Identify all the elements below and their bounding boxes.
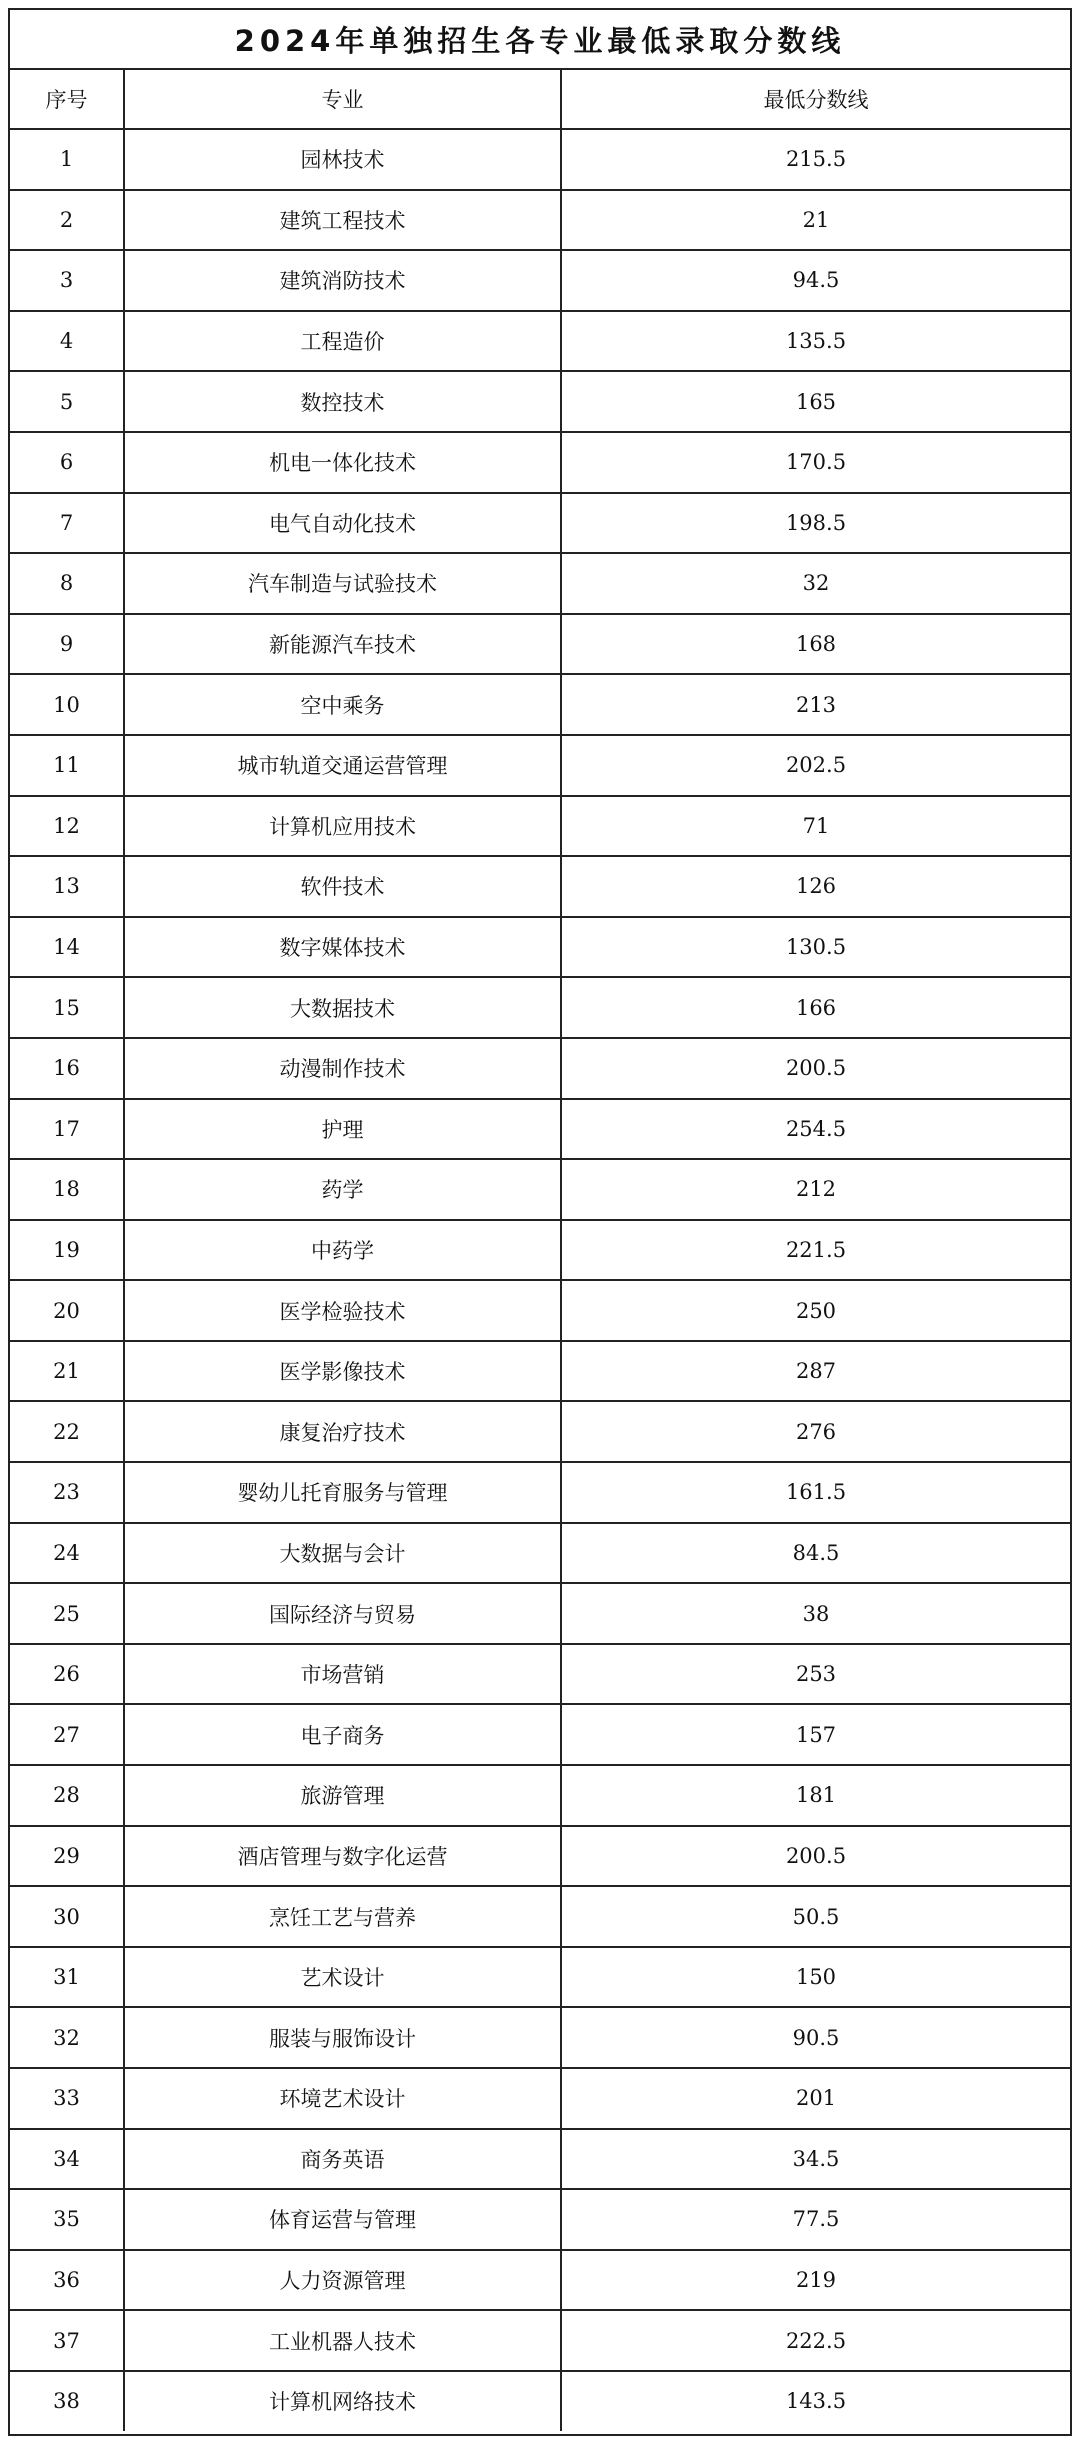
row-index-cell: 21 [10,1341,124,1402]
row-score-cell: 213 [561,674,1070,735]
row-index-cell: 13 [10,856,124,917]
row-score-cell: 222.5 [561,2310,1070,2371]
row-major-cell: 电气自动化技术 [124,493,561,554]
score-table [10,70,1070,2431]
row-index-cell: 9 [10,614,124,675]
row-score-cell: 157 [561,1704,1070,1765]
table-row [10,493,1070,554]
row-major-cell: 医学检验技术 [124,1280,561,1341]
row-index-cell: 28 [10,1765,124,1826]
row-major-cell: 医学影像技术 [124,1341,561,1402]
row-index-cell: 18 [10,1159,124,1220]
row-score-cell: 250 [561,1280,1070,1341]
row-major-cell: 酒店管理与数字化运营 [124,1826,561,1887]
table-row [10,1159,1070,1220]
row-score-cell: 202.5 [561,735,1070,796]
table-row [10,977,1070,1038]
row-major-cell: 服装与服饰设计 [124,2007,561,2068]
table-row [10,2068,1070,2129]
row-major-cell: 计算机应用技术 [124,796,561,857]
header-index: 序号 [10,70,124,129]
table-row [10,674,1070,735]
table-row [10,1644,1070,1705]
table-row [10,1341,1070,1402]
row-score-cell: 161.5 [561,1462,1070,1523]
row-score-cell: 21 [561,190,1070,251]
row-score-cell: 170.5 [561,432,1070,493]
row-index-cell: 15 [10,977,124,1038]
row-score-cell: 77.5 [561,2189,1070,2250]
row-index-cell: 33 [10,2068,124,2129]
score-table-document [8,8,1072,2436]
row-score-cell: 181 [561,1765,1070,1826]
table-row [10,2189,1070,2250]
row-major-cell: 烹饪工艺与营养 [124,1886,561,1947]
row-major-cell: 国际经济与贸易 [124,1583,561,1644]
row-major-cell: 中药学 [124,1220,561,1281]
row-index-cell: 25 [10,1583,124,1644]
row-score-cell: 200.5 [561,1826,1070,1887]
table-row [10,1099,1070,1160]
row-score-cell: 254.5 [561,1099,1070,1160]
row-index-cell: 10 [10,674,124,735]
table-row [10,129,1070,190]
table-row [10,614,1070,675]
row-score-cell: 200.5 [561,1038,1070,1099]
row-index-cell: 7 [10,493,124,554]
row-major-cell: 市场营销 [124,1644,561,1705]
row-major-cell: 艺术设计 [124,1947,561,2008]
table-row [10,1523,1070,1584]
table-row [10,1401,1070,1462]
row-score-cell: 221.5 [561,1220,1070,1281]
table-row [10,190,1070,251]
row-index-cell: 23 [10,1462,124,1523]
row-score-cell: 150 [561,1947,1070,2008]
row-score-cell: 219 [561,2250,1070,2311]
table-row [10,1038,1070,1099]
row-major-cell: 计算机网络技术 [124,2371,561,2431]
table-row [10,735,1070,796]
table-row [10,371,1070,432]
table-row [10,250,1070,311]
row-index-cell: 32 [10,2007,124,2068]
row-index-cell: 1 [10,129,124,190]
row-major-cell: 建筑工程技术 [124,190,561,251]
table-row [10,917,1070,978]
row-major-cell: 建筑消防技术 [124,250,561,311]
row-score-cell: 212 [561,1159,1070,1220]
row-index-cell: 12 [10,796,124,857]
row-score-cell: 276 [561,1401,1070,1462]
row-index-cell: 38 [10,2371,124,2431]
table-row [10,1886,1070,1947]
header-major: 专业 [124,70,561,129]
row-index-cell: 6 [10,432,124,493]
row-major-cell: 环境艺术设计 [124,2068,561,2129]
row-score-cell: 90.5 [561,2007,1070,2068]
row-index-cell: 30 [10,1886,124,1947]
row-major-cell: 数字媒体技术 [124,917,561,978]
row-score-cell: 201 [561,2068,1070,2129]
row-major-cell: 工业机器人技术 [124,2310,561,2371]
row-index-cell: 17 [10,1099,124,1160]
row-score-cell: 143.5 [785,2389,847,2414]
table-row [10,1220,1070,1281]
row-index-cell: 14 [10,917,124,978]
row-major-cell: 人力资源管理 [124,2250,561,2311]
row-major-cell: 机电一体化技术 [124,432,561,493]
row-score-cell: 71 [561,796,1070,857]
table-body [10,129,1070,2431]
row-major-cell: 大数据与会计 [124,1523,561,1584]
row-major-cell: 体育运营与管理 [124,2189,561,2250]
table-row [10,2250,1070,2311]
table-row [10,1947,1070,2008]
row-score-cell: 50.5 [561,1886,1070,1947]
row-score-cell: 84.5 [561,1523,1070,1584]
document-title: 2024年单独招生各专业最低录取分数线 [10,10,1070,70]
row-index-cell: 3 [10,250,124,311]
row-score-cell: 135.5 [561,311,1070,372]
row-major-cell: 空中乘务 [124,674,561,735]
row-major-cell: 软件技术 [124,856,561,917]
row-major-cell: 药学 [124,1159,561,1220]
row-major-cell: 园林技术 [124,129,561,190]
row-index-cell: 29 [10,1826,124,1887]
row-major-cell: 商务英语 [124,2129,561,2190]
table-row [10,553,1070,614]
row-major-cell: 汽车制造与试验技术 [124,553,561,614]
table-row [10,796,1070,857]
row-major-cell: 数控技术 [124,371,561,432]
row-score-cell: 94.5 [561,250,1070,311]
row-major-cell: 护理 [124,1099,561,1160]
row-major-cell: 工程造价 [124,311,561,372]
table-row [10,1462,1070,1523]
table-row [10,1826,1070,1887]
row-major-cell: 旅游管理 [124,1765,561,1826]
table-row [10,1583,1070,1644]
row-score-cell: 126 [561,856,1070,917]
row-index-cell: 31 [10,1947,124,2008]
row-index-cell: 35 [10,2189,124,2250]
row-index-cell: 2 [10,190,124,251]
table-row [10,311,1070,372]
table-row [10,2129,1070,2190]
table-row [10,2007,1070,2068]
table-row [10,1704,1070,1765]
table-row [10,1765,1070,1826]
row-index-cell: 16 [10,1038,124,1099]
row-score-cell: 34.5 [561,2129,1070,2190]
row-index-cell: 36 [10,2250,124,2311]
table-row [10,2371,1070,2431]
row-score-cell: 166 [561,977,1070,1038]
row-major-cell: 动漫制作技术 [124,1038,561,1099]
table-header-row [10,70,1070,129]
row-major-cell: 康复治疗技术 [124,1401,561,1462]
row-major-cell: 大数据技术 [124,977,561,1038]
row-score-cell: 168 [561,614,1070,675]
row-score-cell: 130.5 [561,917,1070,978]
row-score-cell: 198.5 [561,493,1070,554]
header-score: 最低分数线 [561,70,1070,129]
row-score-cell: 253 [561,1644,1070,1705]
row-index-cell: 37 [10,2310,124,2371]
row-index-cell: 19 [10,1220,124,1281]
row-score-cell: 165 [561,371,1070,432]
row-score-cell: 32 [561,553,1070,614]
row-major-cell: 新能源汽车技术 [124,614,561,675]
row-index-cell: 22 [10,1401,124,1462]
row-index-cell: 26 [10,1644,124,1705]
row-score-cell: 38 [561,1583,1070,1644]
row-index-cell: 20 [10,1280,124,1341]
row-index-cell: 11 [10,735,124,796]
row-index-cell: 5 [10,371,124,432]
table-row [10,856,1070,917]
table-row [10,432,1070,493]
row-major-cell: 婴幼儿托育服务与管理 [124,1462,561,1523]
row-score-cell: 287 [561,1341,1070,1402]
table-row [10,1280,1070,1341]
table-row [10,2310,1070,2371]
row-score-cell: 215.5 [561,129,1070,190]
row-major-cell: 电子商务 [124,1704,561,1765]
row-index-cell: 27 [10,1704,124,1765]
row-major-cell: 城市轨道交通运营管理 [124,735,561,796]
row-index-cell: 34 [10,2129,124,2190]
row-index-cell: 4 [10,311,124,372]
row-index-cell: 24 [10,1523,124,1584]
row-index-cell: 8 [10,553,124,614]
